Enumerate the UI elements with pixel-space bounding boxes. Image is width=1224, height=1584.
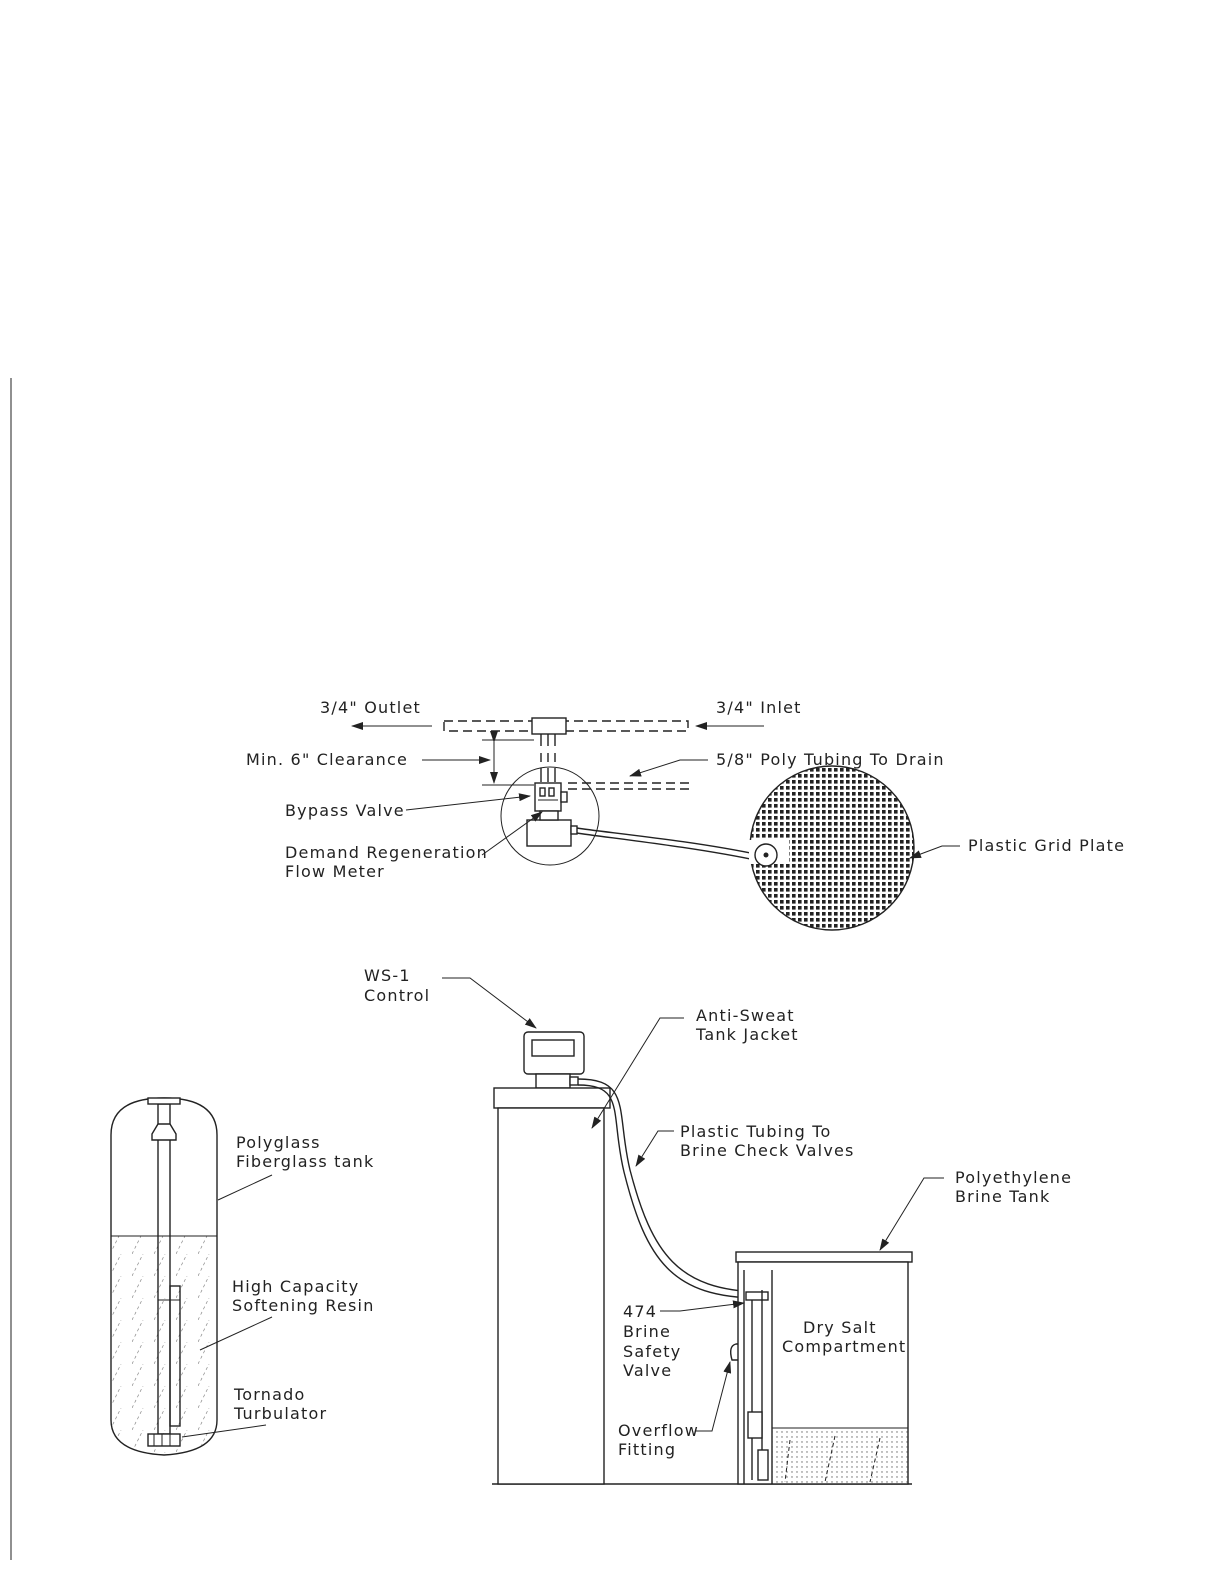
bypass-valve-body bbox=[535, 783, 561, 811]
label-safety-line3: Safety bbox=[623, 1342, 682, 1361]
label-control-line2: Control bbox=[364, 986, 431, 1005]
inlet-pipe bbox=[560, 721, 688, 731]
label-grid-plate: Plastic Grid Plate bbox=[968, 836, 1126, 855]
label-drain: 5/8" Poly Tubing To Drain bbox=[716, 750, 945, 769]
label-salt-line2: Compartment bbox=[782, 1337, 907, 1356]
top-view bbox=[246, 698, 1125, 930]
label-safety-line2: Brine bbox=[623, 1322, 671, 1341]
drain-arrow bbox=[630, 760, 708, 776]
label-outlet: 3/4" Outlet bbox=[320, 698, 421, 717]
brine-tank-lid bbox=[736, 1252, 912, 1262]
overflow-fitting bbox=[731, 1344, 738, 1360]
overflow-arrow bbox=[696, 1362, 730, 1431]
control-arrow bbox=[442, 978, 536, 1028]
meter-cable bbox=[577, 828, 760, 855]
turbulator bbox=[148, 1434, 180, 1446]
anti-sweat-jacket bbox=[498, 1108, 604, 1484]
resin-bed bbox=[111, 1236, 217, 1454]
tubing-arrow bbox=[636, 1131, 674, 1166]
brine-float bbox=[748, 1412, 762, 1438]
label-salt-line1: Dry Salt bbox=[803, 1318, 877, 1337]
label-tubing-line2: Brine Check Valves bbox=[680, 1141, 855, 1160]
outlet-pipe bbox=[444, 721, 544, 731]
safety-valve-arrow bbox=[660, 1303, 744, 1311]
label-safety-line1: 474 bbox=[623, 1302, 658, 1321]
label-flow-meter-line1: Demand Regeneration bbox=[285, 843, 488, 862]
label-overflow-line1: Overflow bbox=[618, 1421, 700, 1440]
label-clearance: Min. 6" Clearance bbox=[246, 750, 409, 769]
brine-tank-arrow bbox=[880, 1178, 944, 1250]
salt-bed bbox=[772, 1428, 908, 1484]
brine-tubing bbox=[578, 1079, 760, 1292]
tee-fitting bbox=[532, 718, 566, 734]
grid-plate-arrow bbox=[910, 846, 960, 858]
label-safety-line4: Valve bbox=[623, 1361, 673, 1380]
anti-sweat-jacket-cap bbox=[494, 1088, 610, 1108]
softener-elevation bbox=[364, 966, 1072, 1484]
label-brine-tank-line1: Polyethylene bbox=[955, 1168, 1073, 1187]
label-brine-tank-line2: Brine Tank bbox=[955, 1187, 1051, 1206]
label-resin-line2: Softening Resin bbox=[232, 1296, 375, 1315]
label-flow-meter-line2: Flow Meter bbox=[285, 862, 385, 881]
label-tubing-line1: Plastic Tubing To bbox=[680, 1122, 832, 1141]
label-tank-line2: Fiberglass tank bbox=[236, 1152, 375, 1171]
label-turbulator-line2: Turbulator bbox=[234, 1404, 328, 1423]
label-inlet: 3/4" Inlet bbox=[716, 698, 802, 717]
resin-tank-cutaway bbox=[111, 1098, 375, 1455]
jacket-arrow bbox=[592, 1018, 684, 1128]
bypass-arrow bbox=[406, 796, 530, 810]
label-turbulator-line1: Tornado bbox=[234, 1385, 306, 1404]
label-tank-line1: Polyglass bbox=[236, 1133, 321, 1152]
flow-meter bbox=[527, 820, 571, 846]
label-overflow-line2: Fitting bbox=[618, 1440, 677, 1459]
label-bypass-valve: Bypass Valve bbox=[285, 801, 405, 820]
label-control-line1: WS-1 bbox=[364, 966, 411, 985]
grid-plate bbox=[749, 766, 914, 930]
label-jacket-line2: Tank Jacket bbox=[696, 1025, 799, 1044]
label-resin-line1: High Capacity bbox=[232, 1277, 360, 1296]
label-jacket-line1: Anti-Sweat bbox=[696, 1006, 795, 1025]
